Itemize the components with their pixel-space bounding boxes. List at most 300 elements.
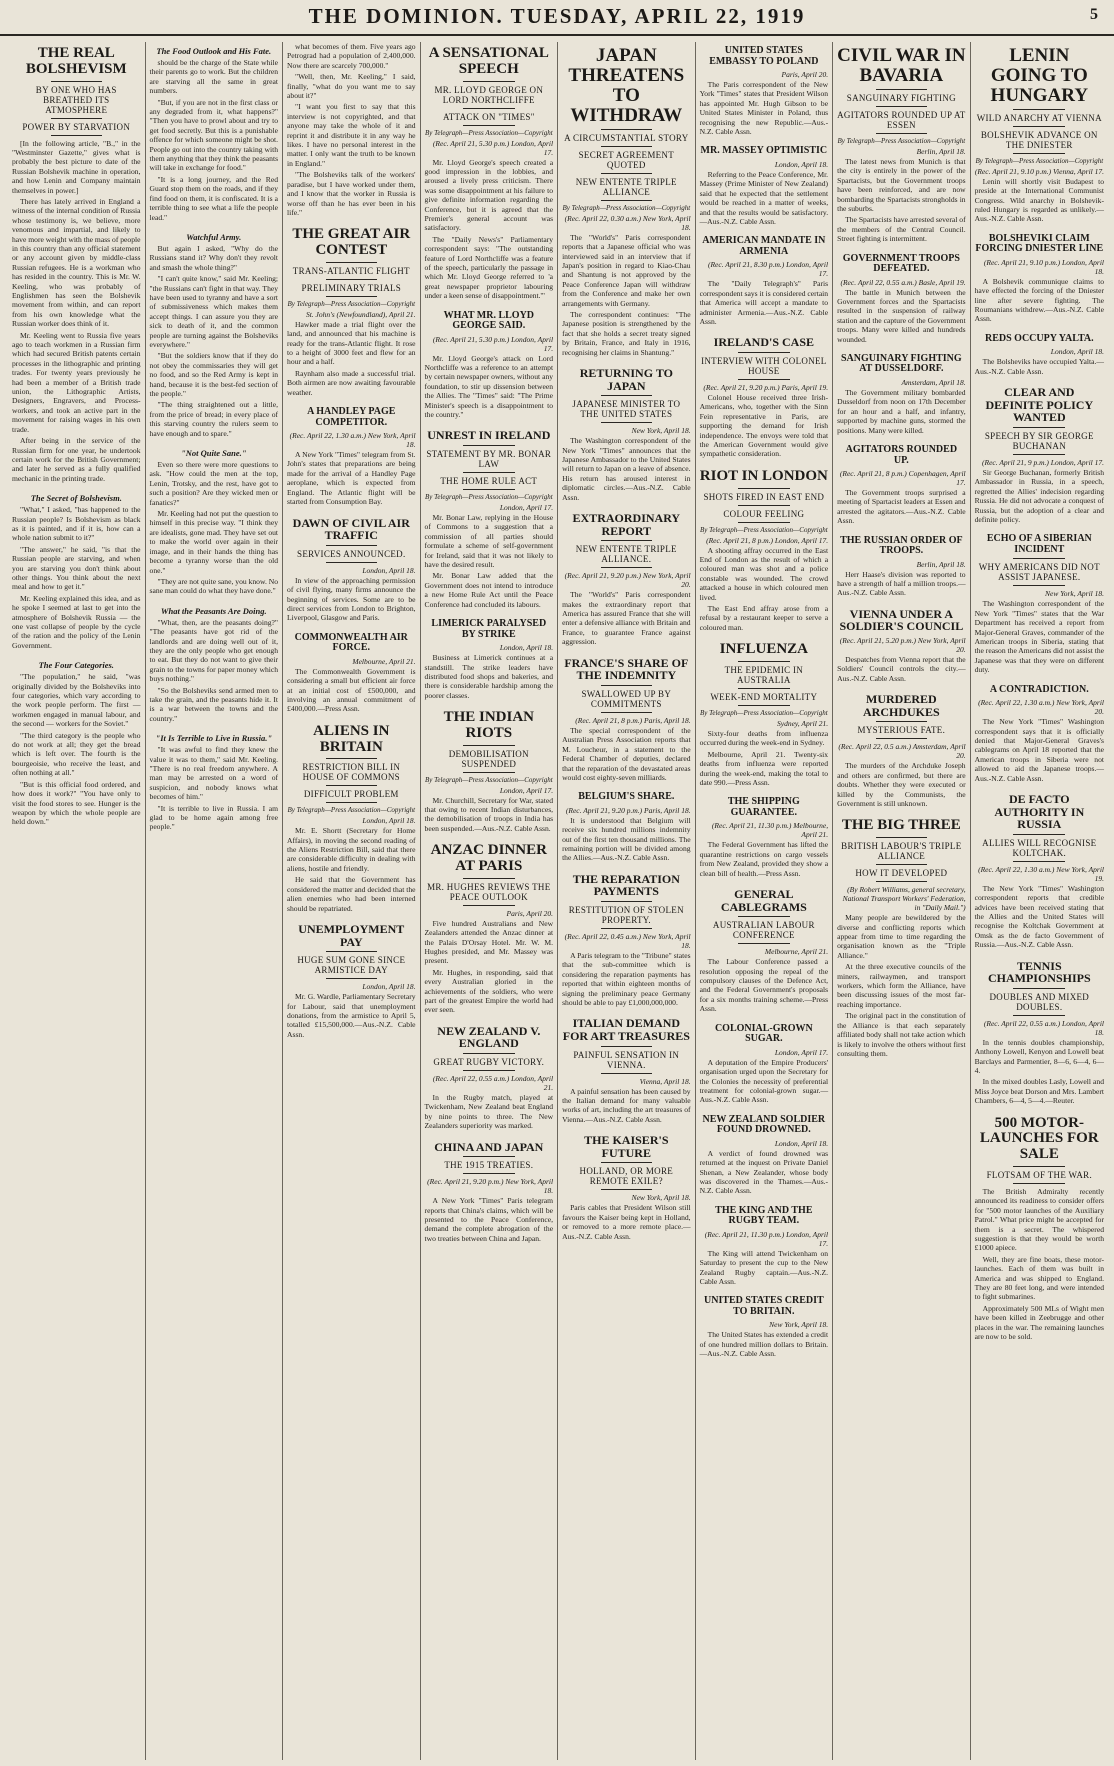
article	[150, 448, 279, 596]
article-paragraph: The Labour Conference passed a resolution opposing the repeal of the compulsory clauses of the Defence Act, and the Federal Government's proposals for a six months training scheme.—Press Assn.	[699, 957, 829, 1014]
article-deck: INTERVIEW WITH COLONEL HOUSE	[701, 356, 827, 376]
headline-rule	[326, 545, 377, 546]
article-paragraph: "I want you first to say that this interview is not copyrighted, and that anyone may take the whole of it and reprint it and distribute it in any way he likes. I have no personal interest in the matter. I only want the truth to be known in England."	[287, 102, 416, 168]
headline-rule	[463, 125, 514, 126]
article-deck: SECRET AGREEMENT QUOTED	[578, 149, 675, 170]
article-headline: UNREST IN IRELAND	[427, 428, 551, 443]
article-paragraph: "It was awful to find they knew the value it was to them," said Mr. Keeling. "There is no real freedom anywhere. A man may be arrested on a word of suspicion, and nobody knows what becomes of him."	[149, 745, 279, 802]
article-paragraph: The "World's" Paris correspondent reports that a Japanese official who was interviewed said in an interview that if Japan's position in regard to Kiao-Chau and Shantung is not approved by the Peace Conference Japan will withdraw from the Conference and make her own arrangements with Germany.	[562, 232, 691, 308]
article-body	[12, 505, 141, 650]
article	[837, 254, 966, 344]
article-dateline: (Rec. April 21, 8.30 p.m.) London, April 17.	[707, 260, 829, 279]
article-paragraph: A verdict of found drowned was returned at the inquest on Private Daniel Shenan, a New Zealander, whose body was discovered in the Thames.—Aus.-N.Z. Cable Assn.	[699, 1148, 829, 1196]
article	[287, 42, 416, 217]
article-paragraph: Mr. Keeling had not put the question to himself in this precise way. "I think they are idealists, gone mad. They have set out to make the world over again in their image, and in their hands the thing has become a tyranny worse than the old one."	[149, 509, 279, 575]
headline-rule	[463, 772, 514, 773]
article-dateline: (Rec. April 22, 0.55 a.m.) London, April 18.	[983, 1018, 1104, 1037]
article	[150, 733, 279, 832]
article-headline: CLEAR AND DEFINITE POLICY WANTED	[985, 385, 1094, 425]
article-headline: AGITATORS ROUNDED UP.	[845, 444, 958, 466]
article-body	[837, 761, 966, 808]
article-paragraph: The special correspondent of the Australian Press Association reports that M. Loucheur, in a statement to the Federal Chamber of deputies, declared that the reparation of the devastated areas would cost eighty-seven milliards.	[562, 725, 691, 782]
masthead	[0, 0, 1114, 36]
article-headline: GOVERNMENT TROOPS DEFEATED.	[842, 252, 960, 275]
article	[975, 234, 1104, 324]
article-paragraph: Approximately 500 MLs of Wight men have been killed in Zeebrugge and other places in the war. The remaining launches are now to be sold.	[974, 1303, 1104, 1341]
article-body	[700, 1330, 829, 1358]
article-paragraph: The Government troops surprised a meeting of Spartacist leaders at Essen and arrested the agitators.—Aus.-N.Z. Cable Assn.	[837, 488, 966, 526]
headline-rule	[601, 1189, 652, 1190]
article-credit: By Telegraph—Press Association—Copyright	[699, 709, 828, 717]
article-body	[975, 1187, 1104, 1342]
article-paragraph: The Government military bombarded Dusseldorf from noon on 17th December for an hour and a half, and infantry, supported by machine guns, stormed the positions. Many were killed.	[837, 387, 966, 435]
article-paragraph: "So the Bolsheviks send armed men to take the grain, and the peasants hide it. It is a war between the towns and the country."	[149, 685, 279, 723]
article-body	[562, 951, 691, 1007]
article-paragraph: Business at Limerick continues at a standstill. The strike leaders have distributed food shops and bakeries, and there is considerable hardship among the poorer classes.	[424, 653, 554, 700]
article-paragraph: Sir George Buchanan, formerly British Ambassador in Russia, in a speech, regretted the Allies' indecision regarding Russia. He did not advocate a conquest of Russia, but the adoption of a clear and definite policy.	[974, 467, 1104, 524]
article-dateline: Melbourne, April 21.	[352, 656, 416, 666]
article-headline: LIMERICK PARALYSED BY STRIKE	[431, 618, 547, 640]
article-dateline: (Rec. April 22, 0.55 a.m.) Basle, April 19.	[840, 277, 966, 287]
headline-rule	[876, 133, 927, 134]
article-body	[425, 354, 554, 420]
article-headline: A CONTRADICTION.	[989, 683, 1089, 695]
article-body	[150, 745, 279, 832]
article-headline: The Secret of Bolshevism.	[30, 493, 122, 504]
article-body	[425, 1093, 554, 1131]
article-body	[837, 913, 966, 1058]
headline-rule	[326, 951, 377, 952]
headline-rule	[51, 81, 102, 82]
newspaper-columns	[8, 42, 1108, 1760]
article-deck: PAINFUL SENSATION IN VIENNA.	[573, 1049, 680, 1070]
headline-rule	[326, 802, 377, 803]
article-paragraph: The Paris correspondent of the New York "Times" states that President Wilson has appointed Mr. Hugh Gibson to be United States Minister in Poland, thus recognising the new Republic.—Aus.-N.Z. Cable Assn.	[699, 80, 829, 137]
article-dateline: (By Robert Williams, general secretary, National Transport Workers' Federation, in "Daily Mail.")	[842, 885, 966, 913]
article-deck: GREAT RUGBY VICTORY.	[433, 1057, 545, 1067]
article	[287, 923, 416, 1039]
headline-rule	[601, 1162, 652, 1163]
article-deck: JAPANESE MINISTER TO THE UNITED STATES	[572, 399, 681, 420]
article-paragraph: The "World's" Paris correspondent makes the extraordinary report that America has assured France that she will enter a defensive alliance with Britain and France, to guarantee France against aggression.	[562, 590, 691, 647]
headline-rule	[1013, 427, 1065, 428]
headline-rule	[1013, 861, 1065, 862]
article-body	[837, 655, 966, 683]
article-paragraph: Hawker made a trial flight over the land, and announced that his machine is ready for the trans-Atlantic flight. It rose to a height of 3000 feet and flew for an hour and a half.	[287, 319, 416, 367]
headline-rule	[738, 352, 789, 353]
article-body	[150, 618, 279, 723]
article-headline: What the Peasants Are Doing.	[160, 605, 267, 616]
article-dateline: (Rec. April 21, 9.20 p.m.) New York, April 20.	[564, 571, 691, 590]
article-paragraph: Mr. Bonar Law added that the Government does not intend to introduce a new Home Rule Act until the Peace Conference had concluded its labours.	[424, 571, 554, 609]
article-body	[975, 884, 1104, 950]
article-body	[150, 244, 279, 438]
article	[837, 608, 966, 683]
article-paragraph: A Bolshevik communique claims to have effected the forcing of the Dniester line after severe fighting. The Roumanians withdrew.—Aus.-N.Z. Cable Assn.	[974, 276, 1104, 324]
headline-rule	[51, 118, 102, 119]
article-body	[425, 513, 554, 609]
article-dateline: St. John's (Newfoundland), April 21.	[305, 309, 416, 319]
article-paragraph: The Federal Government has lifted the quarantine restrictions on cargo vessels from New Zealand, provided they show a clean bill of health.—Press Assn.	[699, 840, 829, 878]
article-paragraph: The Washington correspondent of the New York "Times" states that the War Department has received a report from Major-General Graves, commander of the American troops in Siberia, stating that the reason the Americans did not assist the Japanese was that they were on different duty.	[974, 599, 1104, 675]
article	[150, 232, 279, 438]
article-paragraph: Mr. Bonar Law, replying in the House of Commons to a suggestion that a commission of all parties should formulate a scheme of self-government for Ireland, said that it was not likely to have the desired result.	[424, 513, 554, 570]
article	[837, 818, 966, 1058]
headline-rule	[463, 1053, 514, 1054]
article-paragraph: The "Daily News's" Parliamentary correspondent says: "The outstanding feature of Lord Northcliffe was a feature of the speech, particularly the passage in which Mr. Lloyd George referred to 'a great newspaper proprietor labouring under a keen sense of disappointment.'"	[424, 234, 554, 301]
article-dateline: London, April 18.	[362, 565, 416, 575]
article-paragraph: "The answer," he said, "is that the Russian people are starving, and when you are starving you don't think about other things. You think about the next meal and how to get it."	[12, 544, 141, 592]
headline-rule	[463, 489, 514, 490]
article-dateline: (Rec. April 21, 9.20 p.m.) Paris, April 19.	[703, 383, 829, 392]
article-paragraph: The United States has extended a credit of one hundred million dollars to Britain.—Aus.-N.Z. Cable Assn.	[699, 1330, 829, 1359]
article	[700, 236, 829, 326]
article-paragraph: "It is a long journey, and the Red Guard stop them on the roads, and if they find food on them, it is confiscated. It is a terrible thing to see what a life the people lead."	[149, 174, 279, 222]
article-credit: By Telegraph—Press Association—Copyright	[424, 128, 553, 137]
article-deck: DOUBLES AND MIXED DOUBLES.	[989, 991, 1090, 1012]
article-deck: PRELIMINARY TRIALS	[301, 282, 402, 293]
article-paragraph: Paris cables that President Wilson still favours the Kaiser being kept in Holland, or removed to a more remote place.—Aus.-N.Z. Cable Assn.	[562, 1203, 691, 1241]
headline-rule	[876, 721, 927, 722]
headline-rule	[326, 978, 377, 979]
article	[837, 693, 966, 808]
article-dateline: Melbourne, April 21.	[764, 947, 829, 957]
article-deck: BOLSHEVIK ADVANCE ON THE DNIESTER	[980, 129, 1098, 150]
article-deck: THE 1915 TREATIES.	[444, 1160, 534, 1171]
article	[700, 46, 829, 136]
article-paragraph: Herr Haase's division was reported to have a strength of half a million troops.—Aus.-N.Z. Cable Assn.	[837, 569, 966, 598]
headline-rule	[1013, 126, 1065, 127]
article-credit: By Telegraph—Press Association—Copyright	[837, 136, 966, 145]
article-headline: THE SHIPPING GUARANTEE.	[727, 796, 800, 818]
article-dateline: London, April 18.	[774, 159, 829, 169]
article-body	[425, 919, 554, 1015]
article-body	[287, 42, 416, 217]
article-paragraph: Despatches from Vienna report that the Soldiers' Council controls the city.—Aus.-N.Z. Cable Assn.	[837, 655, 966, 683]
article	[975, 386, 1104, 524]
article-paragraph: "The population," he said, "was originally divided by the Bolsheviks into four categories, which vary according to the work people perform. The first — workmen engaged in manual labour, and the second — workers for the Soviet."	[12, 672, 141, 729]
article-dateline: London, April 18.	[774, 1138, 829, 1148]
article	[287, 227, 416, 397]
article-paragraph: Mr. E. Shortt (Secretary for Home Affairs), in moving the second reading of the Aliens Restriction Bill, said that there are considerable difficulty in dealing with aliens, hostile and friendly.	[287, 826, 416, 873]
article-paragraph: A New York "Times" Paris telegram reports that China's claims, which will be presented to the Peace Conference, demand the complete abrogation of the two treaties between China and Japan.	[424, 1196, 554, 1243]
headline-rule	[738, 688, 789, 689]
article-headline: RIOT IN LONDON	[699, 467, 828, 484]
article-headline: THE INDIAN RIOTS	[443, 709, 535, 741]
article-body	[700, 546, 829, 633]
article-headline: THE BIG THREE	[841, 817, 961, 834]
article-body	[12, 672, 141, 827]
headline-rule	[463, 1173, 514, 1174]
article-dateline: Vienna, April 18.	[639, 1076, 691, 1086]
article-credit: By Telegraph—Press Association—Copyright	[975, 156, 1104, 165]
headline-rule	[601, 129, 652, 130]
headline-rule	[1013, 153, 1065, 154]
headline-rule	[601, 173, 652, 174]
article-dateline: (Rec. April 22, 1.30 a.m.) New York, April 18.	[289, 431, 416, 450]
headline-rule	[876, 864, 927, 865]
article	[700, 1206, 829, 1287]
column-6	[696, 42, 834, 1760]
article	[562, 512, 691, 647]
article-dateline: London, April 17.	[499, 503, 554, 513]
article-deck: WHY AMERICANS DID NOT ASSIST JAPANESE.	[978, 562, 1100, 583]
article	[562, 792, 691, 863]
article	[12, 46, 141, 483]
article-headline: THE REAL BOLSHEVISM	[25, 45, 127, 77]
article-dateline: Berlin, April 18.	[916, 146, 966, 156]
article-paragraph: The East End affray arose from a refusal by a restaurant keeper to serve a coloured man.	[699, 604, 829, 632]
article-credit: By Telegraph—Press Association—Copyright	[287, 806, 416, 815]
article	[975, 1116, 1104, 1342]
article-paragraph: A Paris telegram to the "Tribune" states that the sub-committee which is considering the reparation payments has reported that within eighteen months of signing the preliminary peace Germany should be able to pay £1,000,000,000.	[562, 951, 691, 1008]
article-paragraph: Mr. Lloyd George's attack on Lord Northcliffe was a reference to an attempt by certain newspaper owners, without any foundation, to stir up dissension between the Allies. The "Times" said: "The Prime Minister's speech is a disappointment to the country."	[424, 353, 554, 420]
article-dateline: (Rec. April 21, 8 p.m.) Copenhagen, April 17.	[839, 469, 966, 487]
article-body	[287, 576, 416, 623]
article-body	[425, 796, 554, 834]
article-headline: RETURNING TO JAPAN	[579, 366, 673, 393]
column-5	[558, 42, 696, 1760]
article-body	[562, 1203, 691, 1241]
article-headline: CIVIL WAR IN BAVARIA	[837, 45, 966, 86]
article-deck: DIFFICULT PROBLEM	[303, 789, 399, 800]
article-headline: SANGUINARY FIGHTING AT DUSSELDORF.	[841, 352, 962, 375]
article-paragraph: The correspondent continues: "The Japanese position is strengthened by the fact that she holds a secret treaty signed by Britain, France, and Italy in 1916, recognising her claims in Shantung."	[562, 310, 691, 357]
article-deck: RESTITUTION OF STOLEN PROPERTY.	[568, 905, 684, 926]
article-paragraph: "The thing straightened out a little, from the price of bread; in every place of this starving country the rulers seem to have enough and to spare."	[149, 400, 279, 438]
article-deck: THE EPIDEMIC IN AUSTRALIA	[724, 665, 804, 685]
article-headline: The Four Categories.	[38, 660, 114, 671]
article-paragraph: Sixty-four deaths from influenza occurred during the week-end in Sydney.	[699, 729, 829, 748]
article-dateline: (Rec. April 21, 9.20 p.m.) New York, April 18.	[427, 1177, 554, 1196]
article-dateline: (Rec. April 21, 5.20 p.m.) New York, April 20.	[839, 636, 966, 655]
article-headline: UNITED STATES CREDIT TO BRITAIN.	[704, 1295, 824, 1317]
headline-rule	[876, 738, 927, 739]
headline-rule	[738, 661, 789, 662]
article-paragraph: The Bolsheviks have occupied Yalta.—Aus.-N.Z. Cable Assn.	[974, 357, 1104, 376]
article-dateline: (Rec. April 22, 0.5 a.m.) Amsterdam, April 20.	[838, 742, 966, 761]
article	[837, 536, 966, 598]
article-paragraph: In view of the approaching permission of civil flying, many firms announce the beginning of services. Some are to be direct services from London to Brighton, Liverpool, Glasgow and Paris.	[287, 575, 416, 623]
article-deck: AGITATORS ROUNDED UP AT ESSEN	[837, 109, 966, 130]
article-headline: REDS OCCUPY YALTA.	[984, 332, 1094, 344]
column-3	[283, 42, 421, 1760]
article-paragraph: The King will attend Twickenham on Saturday to present the cup to the New Zealand Rugby captain.—Aus.-N.Z. Cable Assn.	[699, 1248, 829, 1286]
article-paragraph: The New York "Times" Washington correspondent reports that credible advices have been received stating that the Allies and the United States will recognise the Koltchak Government at Omsk as the de facto Government of Russia.—Aus.-N.Z. Cable Assn.	[974, 883, 1104, 950]
article	[700, 336, 829, 458]
headline-rule	[876, 837, 927, 838]
article-body	[700, 393, 829, 459]
article-dateline: (Rec. April 22, 0.30 a.m.) New York, April 18.	[564, 213, 691, 232]
article-paragraph: In the mixed doubles Lasly, Lowell and Miss Joyce beat Dorson and Mrs. Lambert Chambers, 6—4, 5—4.—Reuter.	[974, 1077, 1104, 1106]
article-headline: A HANDLEY PAGE COMPETITOR.	[307, 406, 396, 428]
article-deck: NEW ENTENTE TRIPLE ALLIANCE	[575, 176, 677, 197]
article-deck: BY ONE WHO HAS BREATHED ITS ATMOSPHERE	[35, 84, 117, 115]
article-paragraph: The murders of the Archduke Joseph and others are confirmed, but there are doubts. Whether they were executed or killed by the Communists, the Government is still unknown.	[837, 761, 966, 809]
article-dateline: (Rec. April 22, 1.30 a.m.) New York, April 20.	[978, 698, 1104, 717]
article-dateline: (Rec. April 21, 11.30 p.m.) London, April 17.	[704, 1229, 829, 1248]
article-dateline: London, April 18.	[499, 643, 554, 653]
article-deck: SWALLOWED UP BY COMMITMENTS	[581, 688, 672, 709]
article-paragraph: Melbourne, April 21. Twenty-six deaths from influenza were reported during the week-end, making the total to date 990.—Press Assn.	[699, 749, 829, 788]
article-paragraph: [In the following article, "B.," in the "Westminster Gazette," gives what is probably the best picture to date of the Russian Bolshevik machine in operation, and how Lenin and Company maintain themselves in power.]	[12, 138, 141, 195]
article-body	[975, 177, 1104, 224]
article-body	[12, 139, 141, 484]
article-paragraph: A deputation of the Empire Producers' organisation urged upon the Secretary for the Colonies the necessity of preferential treatment for colonial-grown sugar.—Aus.-N.Z. Cable Assn.	[699, 1057, 829, 1105]
article-paragraph: Many people are bewildered by the diverse and conflicting reports which appear from time to time regarding the organisation known as the "Triple Alliance."	[837, 913, 966, 960]
article-dateline: (Rec. April 21, 9.10 p.m.) London, April 18.	[983, 257, 1104, 276]
article-paragraph: "But, if you are not in the first class or any degraded from it, what happens?" "Then you have to prowl about and try to get food secretly. But this is a punishable offence for which someone might be shot. People go out into the country taking with them anything that they think the peasants will take in exchange for food."	[149, 97, 279, 173]
article	[562, 1134, 691, 1241]
article-deck: MR. HUGHES REVIEWS THE PEACE OUTLOOK	[427, 881, 551, 902]
article	[975, 534, 1104, 674]
article-deck: BRITISH LABOUR'S TRIPLE ALLIANCE	[841, 841, 962, 862]
article-headline: EXTRAORDINARY REPORT	[572, 511, 681, 538]
article-headline: WHAT MR. LLOYD GEORGE SAID.	[443, 309, 535, 332]
headline-rule	[1013, 109, 1065, 110]
article-dateline: (Rec. April 21, 9.20 p.m.) Paris, April 18.	[565, 805, 691, 815]
column-4	[421, 42, 559, 1760]
article	[150, 606, 279, 723]
article-deck: SANGUINARY FIGHTING	[846, 92, 956, 103]
article	[287, 633, 416, 714]
article-paragraph: There has lately arrived in England a witness of the internal condition of Russia whose testimony is, we believe, more venomous and impartial, and likely to have more weight with the mass of people in this country than any official statement or any account given by middle-class Russian refugees. He is a workman who has resided in the country. This is Mr. W. Keeling, who was probably of Englishmen has seen the Bolshevik movement from within, and can report from his own knowledge what the Russian worker does think of it.	[12, 196, 141, 329]
article-body	[562, 1087, 691, 1125]
column-7	[833, 42, 971, 1760]
article	[837, 46, 966, 244]
article-paragraph: Well, they are fine boats, these motor-launches. Each of them was built in America and was shipped to England. They are 80 feet long, and were intended to fight submarines.	[974, 1254, 1104, 1302]
article-paragraph: Referring to the Peace Conference, Mr. Massey (Prime Minister of New Zealand) said that he expected that the settlement would be reached in a matter of weeks, and that the results would be satisfactory.—Aus.-N.Z. Cable Assn.	[699, 169, 829, 226]
article-dateline: Sydney, April 21.	[776, 719, 829, 728]
headline-rule	[601, 685, 652, 686]
article-headline: UNITED STATES EMBASSY TO POLAND	[709, 45, 819, 67]
article-deck: AUSTRALIAN LABOUR CONFERENCE	[712, 920, 815, 941]
article-headline: THE RUSSIAN ORDER OF TROOPS.	[840, 534, 963, 557]
article-body	[700, 1249, 829, 1287]
article-paragraph: In the tennis doubles championship, Anthony Lowell, Kenyon and Lowell beat Barclays and Parmentier, 8—6, 6—4, 6—4.	[974, 1037, 1104, 1076]
article-paragraph: "The third category is the people who do not work at all; they get the bread which is left over. The fourth is the bourgeoisie, who receive the least, and often nothing at all."	[12, 730, 141, 778]
article	[700, 797, 829, 878]
article-headline: DAWN OF CIVIL AIR TRAFFIC	[292, 515, 410, 543]
headline-rule	[1013, 585, 1065, 586]
article-body	[425, 653, 554, 700]
article-paragraph: Even so there were more questions to ask. "How could the men at the top, Lenin, Trotsky, and the rest, have got to such a position? Are they wicked men or fanatics?"	[149, 460, 279, 507]
headline-rule	[326, 562, 377, 563]
article	[975, 960, 1104, 1106]
article-headline: CHINA AND JAPAN	[434, 1139, 544, 1154]
article-body	[975, 357, 1104, 376]
article-headline: A SENSATIONAL SPEECH	[428, 45, 549, 77]
article-paragraph: In the Rugby match, played at Twickenham, New Zealand beat England by nine points to three. The New Zealanders superiority was marked.	[424, 1093, 554, 1131]
article-headline: NEW ZEALAND V. ENGLAND	[437, 1023, 541, 1051]
article-dateline: Amsterdam, April 18.	[901, 377, 966, 387]
article-headline: THE GREAT AIR CONTEST	[292, 226, 411, 259]
article-deck: A CIRCUMSTANTIAL STORY	[564, 132, 689, 143]
article	[837, 445, 966, 526]
article-paragraph: Mr. Keeling explained this idea, and as he spoke I seemed at last to get into the atmosphere of Bolshevik Russia — the one vast collapse of people by the cycle of the ration and the policy of the Lenin Government.	[12, 593, 141, 650]
article-paragraph: The Spartacists have arrested several of the members of the Central Council. Street fighting is intermittent.	[837, 215, 966, 244]
article-headline: COMMONWEALTH AIR FORCE.	[294, 631, 408, 654]
headline-rule	[601, 146, 652, 147]
article	[287, 517, 416, 623]
article-dateline: (Rec. April 21, 8 p.m.) London, April 17.	[706, 535, 829, 545]
article-paragraph: After being in the service of the Russian firm for one year, he undertook certain work for the British Government; and later he served as a fully qualified mechanic in the printing trade.	[12, 436, 141, 483]
article-body	[975, 599, 1104, 674]
headline-rule	[1013, 1015, 1065, 1016]
article-credit: By Telegraph—Press Association—Copyright	[562, 203, 691, 212]
article-dateline: (Rec. April 21, 11.30 p.m.) Melbourne, April 21.	[711, 821, 829, 840]
article-paragraph: It is understood that Belgium will receive six hundred millions indemnity out of the first ten thousand millions. The remaining portion will be divided among the Allies.—Aus.-N.Z. Cable Assn.	[562, 815, 691, 863]
article-headline: ECHO OF A SIBERIAN INCIDENT	[986, 533, 1092, 555]
article	[12, 660, 141, 827]
article-body	[700, 80, 829, 136]
article-headline: UNEMPLOYMENT PAY	[298, 921, 405, 949]
article-deck: DEMOBILISATION SUSPENDED	[448, 748, 529, 769]
article-dateline: Paris, April 20.	[781, 70, 829, 79]
article-deck: FLOTSAM OF THE WAR.	[986, 1169, 1092, 1180]
article-paragraph: The Commonwealth Government is considering a small but efficient air force at an initial cost of £500,000, and involving an annual commitment of £400,000.—Press Assn.	[287, 666, 416, 714]
column-1	[8, 42, 146, 1760]
article-paragraph: A shooting affray occurred in the East End of London as the result of which a coloured man was shot and a police constable was wounded. The crowd attacked a house in which coloured men lived.	[699, 545, 829, 602]
article-deck: COLOUR FEELING	[723, 508, 805, 519]
article	[425, 311, 554, 420]
article-dateline: London, April 18.	[1050, 347, 1104, 357]
article	[700, 1024, 829, 1105]
article	[425, 1141, 554, 1244]
article-deck: SERVICES ANNOUNCED.	[297, 548, 406, 559]
article-paragraph: Mr. G. Wardle, Parliamentary Secretary for Labour, said that unemployment donations, from the armistice to April 5, totalled £15,500,000.—Aus.-N.Z. Cable Assn.	[287, 992, 416, 1039]
article-paragraph: The original pact in the constitution of the Alliance is that each separately affiliated body shall not take action which is likely to involve the others without first consulting them.	[837, 1011, 966, 1058]
article-body	[700, 840, 829, 878]
article-headline: NEW ZEALAND SOLDIER FOUND DROWNED.	[702, 1113, 826, 1136]
headline-rule	[463, 108, 514, 109]
article-headline: Watchful Army.	[186, 231, 242, 242]
article-deck: HUGE SUM GONE SINCE ARMISTICE DAY	[297, 955, 406, 976]
article-deck: HOLLAND, OR MORE REMOTE EXILE?	[579, 1166, 674, 1187]
article	[12, 493, 141, 650]
headline-rule	[1013, 1166, 1065, 1167]
article-body	[837, 157, 966, 244]
article-body	[287, 450, 416, 506]
article-headline: The Food Outlook and His Fate.	[156, 46, 272, 56]
article	[837, 354, 966, 435]
headline-rule	[463, 905, 514, 906]
article-paragraph: "Well, then, Mr. Keeling," I said, finally, "what do you want me to say about it?"	[287, 72, 416, 101]
article-paragraph: what becomes of them. Five years ago Petrograd had a population of 2,400,000. Now there are scarcely 700,000."	[287, 42, 416, 70]
article-headline: AMERICAN MANDATE IN ARMENIA	[702, 235, 826, 257]
masthead-title: THE DOMINION. TUESDAY, APRIL 22, 1919	[308, 4, 806, 28]
headline-rule	[1013, 454, 1065, 455]
headline-rule	[463, 878, 514, 879]
headline-rule	[463, 1070, 514, 1071]
article-paragraph: A New York "Times" telegram from St. John's states that preparations are being made for the arrival of a Handley Page aeroplane, which is expected from England. The Atlantic flight will be started from Consumption Bay.	[287, 450, 416, 507]
article-body	[425, 1196, 554, 1243]
article-deck: STATEMENT BY MR. BONAR LAW	[426, 449, 552, 470]
article-body	[150, 58, 279, 222]
article-paragraph: "But the soldiers know that if they do not obey the commissaries they will get no food, and so the Red Army is kept in hand, because it is the best-fed section of the people."	[149, 351, 279, 398]
article-dateline: (Rec. April 22, 0.55 a.m.) London, April 21.	[432, 1074, 554, 1092]
article-credit: By Telegraph—Press Association—Copyright	[424, 775, 553, 784]
headline-rule	[601, 1046, 652, 1047]
article-headline: ITALIAN DEMAND FOR ART TREASURES	[562, 1016, 690, 1044]
article	[700, 1296, 829, 1358]
article-deck: SPEECH BY SIR GEORGE BUCHANAN	[984, 430, 1094, 451]
article	[562, 657, 691, 783]
article-dateline: (Rec. April 21, 5.30 p.m.) London, April 17.	[432, 334, 554, 353]
article-headline: "It Is Terrible to Live in Russia."	[155, 733, 273, 744]
article-body	[150, 460, 279, 596]
article-dateline: Paris, April 20.	[506, 908, 554, 918]
